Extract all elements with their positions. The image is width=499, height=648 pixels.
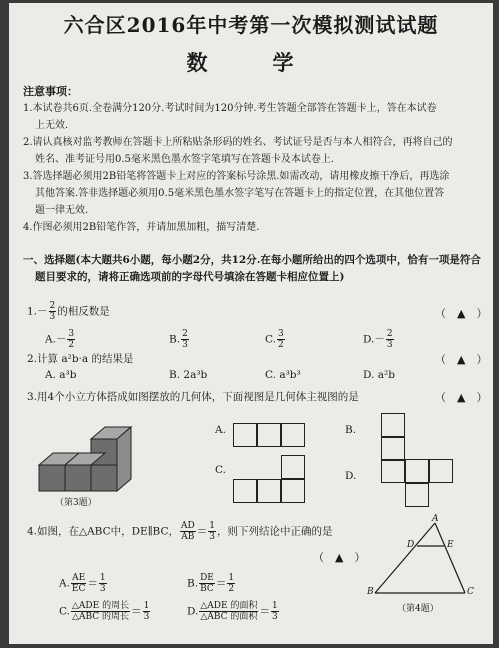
q3-option-b-view — [381, 413, 405, 461]
frac-den: △ABC 的周长 — [72, 612, 130, 622]
q3-option-a-label: A. — [215, 424, 226, 436]
figure-caption: （第3题） — [55, 498, 97, 508]
answer-mark: （ ▲ ） — [435, 391, 488, 404]
frac-den: 3 — [49, 312, 56, 322]
q2-option-c: C. a³b³ — [265, 369, 301, 381]
frac-num: 2 — [49, 301, 56, 311]
view-square — [281, 455, 305, 479]
frac-den: 2 — [228, 584, 235, 594]
subject-title: 数 学 — [186, 50, 316, 75]
q4-option-b — [187, 573, 236, 594]
answer-mark: （ ▲ ） — [435, 307, 488, 320]
view-square — [257, 423, 281, 447]
q4-option-a — [59, 573, 108, 594]
q4-option-d — [187, 601, 280, 622]
frac-den: AB — [181, 532, 195, 542]
q4-option-c — [59, 601, 151, 622]
section-heading-line: 一、选择题(本大题共6小题，每小题2分，共12分.在每小题所给出的四个选项中，恰有一项是符合 — [23, 254, 481, 266]
q4-fraction — [180, 521, 196, 542]
q2-option-d: D. a²b — [363, 369, 395, 381]
frac-den: 3 — [99, 584, 106, 594]
frac-num: 2 — [182, 329, 188, 339]
view-square — [257, 479, 281, 503]
frac-den: △ABC 的面积 — [200, 612, 258, 622]
view-square — [381, 437, 405, 461]
equals: ＝ — [196, 525, 208, 538]
q3-option-a-view — [233, 423, 305, 447]
frac-den: 3 — [143, 612, 150, 622]
option-label: B. — [169, 333, 181, 346]
view-square — [381, 459, 405, 483]
answer-mark: （ ▲ ） — [435, 353, 488, 366]
frac-num: 3 — [68, 329, 75, 339]
option-label: D.－ — [363, 333, 385, 346]
question-2-stem: 2.计算 a²b·a 的结果是 — [27, 353, 134, 365]
option-label: D. — [187, 605, 199, 618]
option-label: A. — [59, 577, 70, 590]
q1-option-d — [363, 329, 395, 350]
notice-line: 题一律无效. — [35, 205, 89, 216]
option-label: A.－ — [45, 333, 67, 346]
q3-option-d-label: D. — [345, 470, 357, 482]
option-fraction — [71, 601, 130, 622]
frac-num: 3 — [278, 329, 284, 339]
q1-suffix: 的相反数是 — [57, 305, 110, 318]
q4-prefix: 4.如图，在△ABC中，DE∥BC， — [27, 525, 179, 538]
view-square — [281, 479, 305, 503]
option-fraction — [71, 573, 86, 594]
frac-den: 3 — [271, 612, 278, 622]
frac-num: △ADE 的周长 — [72, 601, 130, 611]
frac-den: 3 — [209, 532, 215, 542]
q4-fraction — [208, 521, 216, 542]
cube-solid-figure — [37, 423, 147, 493]
point-label-e: E — [447, 540, 454, 550]
point-label-d: D — [407, 540, 415, 550]
option-fraction — [181, 329, 189, 350]
q3-option-b-label: B. — [345, 424, 357, 436]
view-square — [405, 459, 429, 483]
section-heading-line: 题目要求的，请将正确选项前的字母代号填涂在答题卡相应位置上) — [35, 271, 345, 283]
section-heading — [23, 252, 483, 286]
option-label: B. — [187, 577, 199, 590]
option-fraction — [227, 573, 235, 594]
point-label-b: B — [367, 587, 374, 597]
option-fraction — [99, 573, 107, 594]
frac-num: 1 — [228, 573, 235, 583]
frac-den: EC — [71, 584, 86, 594]
frac-den: 2 — [278, 340, 284, 350]
frac-num: 1 — [99, 573, 106, 583]
frac-num: AD — [181, 521, 195, 531]
notice-line: 姓名、准考证号用0.5毫米黑色墨水签字笔填写在答题卡及本试卷上. — [35, 154, 335, 165]
frac-den: 3 — [386, 340, 393, 350]
option-fraction — [271, 601, 279, 622]
question-3-stem: 3.用4个小立方体搭成如图摆放的几何体，下面视图是几何体主视图的是 — [27, 391, 359, 403]
equals: ＝ — [87, 577, 98, 590]
frac-num: DE — [200, 573, 214, 583]
frac-den: BC — [200, 584, 214, 594]
q1-option-c — [265, 329, 286, 350]
question-4-stem — [27, 521, 332, 542]
q1-prefix: 1.－ — [27, 305, 48, 318]
option-label: C. — [59, 605, 70, 618]
option-fraction — [386, 329, 394, 350]
exam-page — [9, 3, 493, 644]
view-square — [281, 423, 305, 447]
notice-list — [23, 100, 485, 236]
frac-num: 2 — [386, 329, 393, 339]
q3-option-c-label: C. — [215, 464, 226, 476]
question-1-stem — [27, 301, 110, 322]
equals: ＝ — [215, 577, 227, 590]
q1-fraction — [49, 301, 57, 322]
notice-line: 上无效. — [35, 120, 69, 131]
q2-option-a: A. a³b — [45, 369, 77, 381]
option-fraction — [199, 573, 215, 594]
frac-num: 1 — [209, 521, 215, 531]
figure-caption: （第4题） — [397, 604, 439, 614]
answer-mark: （ ▲ ） — [313, 551, 366, 564]
q1-option-a — [45, 329, 76, 350]
q3-option-d-view — [381, 459, 453, 507]
equals: ＝ — [259, 605, 270, 618]
exam-title: 六合区2016年中考第一次模拟测试试题 — [63, 13, 439, 37]
frac-num: 1 — [271, 601, 278, 611]
triangle-figure — [365, 515, 475, 601]
option-label: C. — [265, 333, 276, 346]
view-square — [233, 479, 257, 503]
q4-suffix: ，则下列结论中正确的是 — [216, 525, 333, 538]
view-square — [429, 459, 453, 483]
frac-num: △ADE 的面积 — [200, 601, 258, 611]
view-square — [381, 413, 405, 437]
frac-num: 1 — [143, 601, 150, 611]
notice-heading: 注意事项： — [23, 85, 78, 98]
notice-line: 其他答案.答非选择题必须用0.5毫米黑色墨水签字笔写在答题卡上的指定位置，在其他位置答 — [35, 188, 445, 199]
equals: ＝ — [131, 605, 142, 618]
option-fraction — [199, 601, 258, 622]
frac-den: 2 — [68, 340, 75, 350]
q3-option-c-view — [233, 455, 305, 503]
q1-option-b — [169, 329, 190, 350]
q2-option-b: B. 2a³b — [169, 369, 208, 381]
frac-num: AE — [72, 573, 86, 583]
notice-line: 4.作图必须用2B铅笔作答，并请加黑加粗，描写清楚. — [23, 222, 260, 233]
notice-line: 3.答选择题必须用2B铅笔将答题卡上对应的答案标号涂黑.如需改动，请用橡皮擦干净后，再选涂 — [23, 171, 450, 182]
option-fraction — [143, 601, 151, 622]
notice-line: 1.本试卷共6页.全卷满分120分.考试时间为120分钟.考生答题全部答在答题卡上，答在本试卷 — [23, 103, 437, 114]
point-label-c: C — [467, 587, 474, 597]
frac-den: 3 — [182, 340, 188, 350]
option-fraction — [67, 329, 75, 350]
view-square — [233, 423, 257, 447]
notice-line: 2.请认真核对监考教师在答题卡上所粘贴条形码的姓名、考试证号是否与本人相符合，再将自己的 — [23, 137, 453, 148]
option-fraction — [277, 329, 285, 350]
view-square — [405, 483, 429, 507]
point-label-a: A — [432, 514, 439, 524]
